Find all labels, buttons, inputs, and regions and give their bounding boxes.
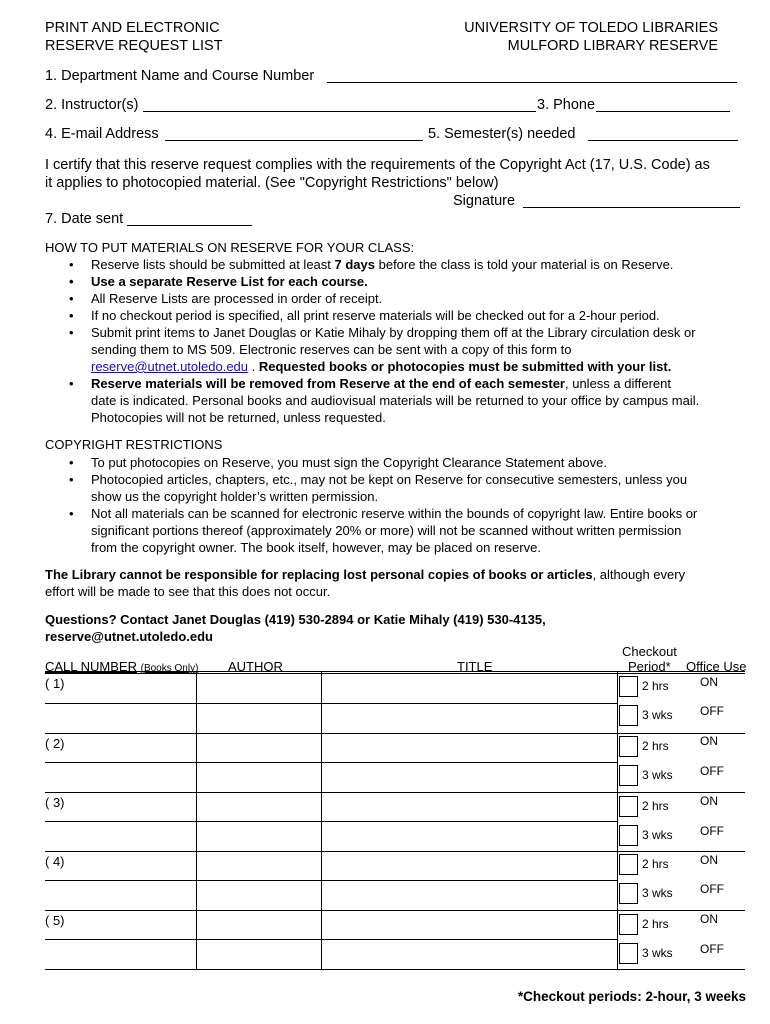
- reserve-email-link[interactable]: reserve@utnet.utoledo.edu: [91, 359, 249, 374]
- option-3wks-label: 3 wks: [642, 708, 673, 722]
- email-field[interactable]: [165, 140, 423, 141]
- col-divider-1: [196, 671, 197, 969]
- row-label-5: ( 5): [45, 913, 65, 928]
- office-use-off: OFF: [700, 882, 724, 896]
- col-checkout-line2: Period*: [628, 659, 671, 674]
- col-title: TITLE: [457, 659, 493, 674]
- form-title-line1: PRINT AND ELECTRONIC: [45, 20, 220, 36]
- office-use-on: ON: [700, 853, 718, 867]
- row-rule: [45, 939, 617, 940]
- checkbox-2hrs[interactable]: [619, 914, 638, 935]
- list-item: • Submit print items to Janet Douglas or Katie Mihaly by dropping them off at the Library circulation desk or sending them to MS 509. Electronic reserves can be sent with a copy of this form to reserve@utnet.utoledo.edu . Requested books or photocopies must be submitted with your list.: [69, 325, 696, 374]
- option-2hrs-label: 2 hrs: [642, 739, 669, 753]
- col-divider-3: [617, 671, 618, 969]
- email-label: 4. E-mail Address: [45, 126, 159, 142]
- checkbox-2hrs[interactable]: [619, 796, 638, 817]
- row-rule: [45, 851, 745, 852]
- signature-field[interactable]: [523, 207, 740, 208]
- library-name: MULFORD LIBRARY RESERVE: [507, 38, 718, 54]
- checkout-periods-note: *Checkout periods: 2-hour, 3 weeks: [517, 989, 746, 1004]
- option-3wks-label: 3 wks: [642, 828, 673, 842]
- semester-label: 5. Semester(s) needed: [428, 126, 576, 142]
- office-use-off: OFF: [700, 764, 724, 778]
- howto-list: [69, 256, 700, 426]
- list-item: • Photocopied articles, chapters, etc., may not be kept on Reserve for consecutive semesters, unless you show us the copyright holder’s written permission.: [69, 472, 688, 504]
- row-rule: [45, 910, 745, 911]
- office-use-on: ON: [700, 734, 718, 748]
- row-label-4: ( 4): [45, 854, 65, 869]
- table-header-rule-2: [45, 673, 745, 674]
- option-3wks-label: 3 wks: [642, 886, 673, 900]
- option-2hrs-label: 2 hrs: [642, 857, 669, 871]
- table-header-rule: [45, 671, 745, 672]
- checkbox-2hrs[interactable]: [619, 676, 638, 697]
- office-use-on: ON: [700, 794, 718, 808]
- row-rule: [45, 762, 617, 763]
- copyright-list: [69, 454, 698, 556]
- copyright-heading: COPYRIGHT RESTRICTIONS: [45, 437, 223, 452]
- office-use-on: ON: [700, 675, 718, 689]
- option-2hrs-label: 2 hrs: [642, 799, 669, 813]
- office-use-off: OFF: [700, 824, 724, 838]
- institution-name: UNIVERSITY OF TOLEDO LIBRARIES: [464, 20, 718, 36]
- liability-notice: The Library cannot be responsible for replacing lost personal copies of books or articles, although every effort will be made to see that this does not occur.: [45, 567, 686, 599]
- phone-label: 3. Phone: [537, 97, 596, 113]
- list-item: • If no checkout period is specified, all print reserve materials will be checked out for a 2-hour period.: [69, 308, 660, 323]
- checkbox-2hrs[interactable]: [619, 736, 638, 757]
- date-sent-field[interactable]: [127, 225, 252, 226]
- list-item: • Reserve materials will be removed from Reserve at the end of each semester, unless a different date is indicated. Personal books and audiovisual materials will be returned to your office by campus mail. Photocopies will not be returned, unless requested.: [69, 376, 700, 425]
- list-item: • Use a separate Reserve List for each course.: [69, 274, 368, 289]
- office-use-off: OFF: [700, 704, 724, 718]
- list-item: • To put photocopies on Reserve, you must sign the Copyright Clearance Statement above.: [69, 455, 607, 470]
- checkbox-3wks[interactable]: [619, 943, 638, 964]
- row-rule: [45, 821, 617, 822]
- dept-course-label: 1. Department Name and Course Number: [45, 68, 315, 84]
- office-use-on: ON: [700, 912, 718, 926]
- signature-label: Signature: [453, 193, 516, 209]
- checkbox-2hrs[interactable]: [619, 854, 638, 875]
- row-label-2: ( 2): [45, 736, 65, 751]
- phone-field[interactable]: [596, 111, 730, 112]
- row-label-1: ( 1): [45, 676, 65, 691]
- list-item: • Reserve lists should be submitted at least 7 days before the class is told your material is on Reserve.: [69, 257, 674, 272]
- option-3wks-label: 3 wks: [642, 768, 673, 782]
- instructor-label: 2. Instructor(s): [45, 97, 139, 113]
- row-rule: [45, 880, 617, 881]
- date-sent-label: 7. Date sent: [45, 211, 124, 227]
- certify-text-line2: it applies to photocopied material. (See "Copyright Restrictions" below): [45, 175, 499, 191]
- dept-course-field[interactable]: [327, 82, 737, 83]
- option-2hrs-label: 2 hrs: [642, 679, 669, 693]
- row-label-3: ( 3): [45, 795, 65, 810]
- row-rule: [45, 792, 745, 793]
- col-office-use: Office Use: [686, 659, 747, 674]
- instructor-field[interactable]: [143, 111, 536, 112]
- option-2hrs-label: 2 hrs: [642, 917, 669, 931]
- checkbox-3wks[interactable]: [619, 883, 638, 904]
- row-rule: [45, 733, 745, 734]
- checkbox-3wks[interactable]: [619, 765, 638, 786]
- office-use-off: OFF: [700, 942, 724, 956]
- contact-info: Questions? Contact Janet Douglas (419) 530-2894 or Katie Mihaly (419) 530-4135, reserve@utnet.utoledo.edu: [45, 612, 546, 644]
- col-divider-2: [321, 671, 322, 969]
- col-call-number: CALL NUMBER (Books Only): [45, 659, 199, 674]
- howto-heading: HOW TO PUT MATERIALS ON RESERVE FOR YOUR CLASS:: [45, 240, 415, 255]
- row-rule: [45, 703, 617, 704]
- checkbox-3wks[interactable]: [619, 825, 638, 846]
- checkbox-3wks[interactable]: [619, 705, 638, 726]
- form-title-line2: RESERVE REQUEST LIST: [45, 38, 223, 54]
- row-rule: [45, 969, 745, 970]
- col-checkout-line1: Checkout: [622, 644, 677, 659]
- list-item: • All Reserve Lists are processed in order of receipt.: [69, 291, 383, 306]
- list-item: • Not all materials can be scanned for electronic reserve within the bounds of copyright law. Entire books or significant portions thereof (approximately 20% or more) will not be scanned without written permission from the copyright owner. The book itself, however, may be placed on reserve.: [69, 506, 698, 555]
- certify-text-line1: I certify that this reserve request complies with the requirements of the Copyright Act (17, U.S. Code) as: [45, 157, 710, 173]
- semester-field[interactable]: [588, 140, 738, 141]
- option-3wks-label: 3 wks: [642, 946, 673, 960]
- col-author: AUTHOR: [228, 659, 283, 674]
